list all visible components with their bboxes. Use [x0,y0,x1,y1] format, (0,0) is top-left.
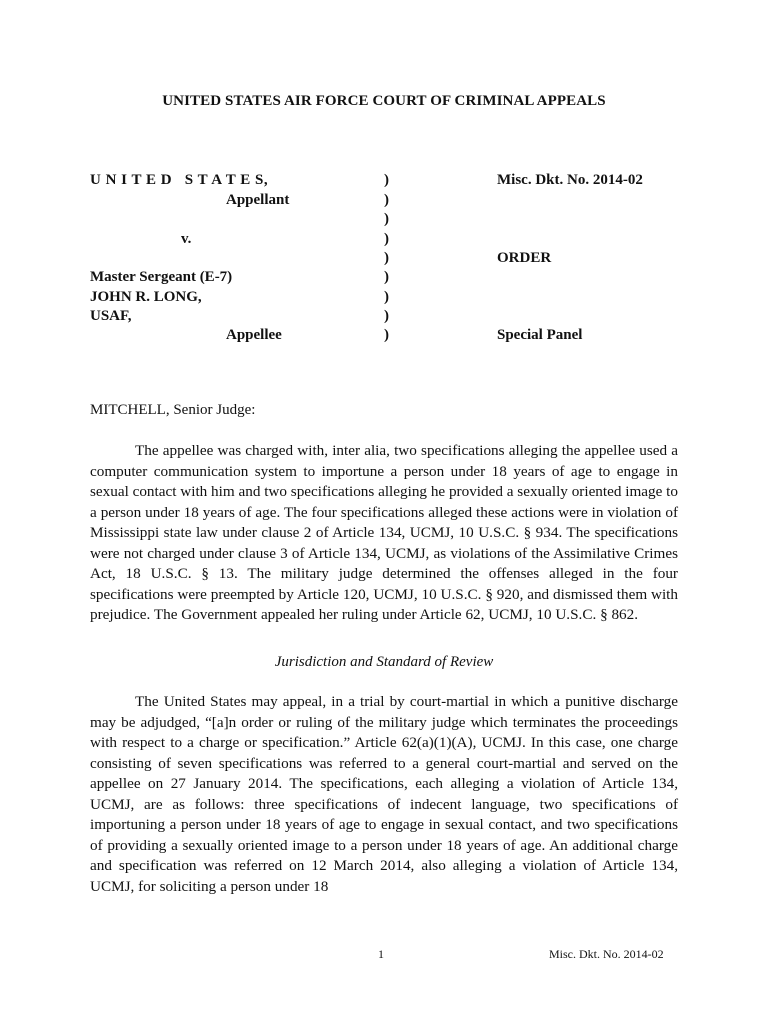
caption-paren: ) [384,250,389,266]
caption-paren: ) [384,231,389,247]
defendant-name: JOHN R. LONG, [90,289,202,305]
versus-label: v. [181,231,192,247]
footer-page-number: 1 [378,947,384,961]
docket-number: Misc. Dkt. No. 2014-02 [497,172,643,188]
caption-paren: ) [384,327,389,343]
paragraph-1: The appellee was charged with, inter alia, two specifications alleging the appellee used a computer communication system to importune a person under 18 years of age to engage in sexual contact with him and two specifications alleging he provided a sexually oriented image to a person under 18 years of age. The four specifications alleged these actions were in violation of Mississippi state law under clause 2 of Article 134, UCMJ, 10 U.S.C. § 934. The specifications were not charged under clause 3 of Article 134, UCMJ, as violations of the Assimilative Crimes Act, 18 U.S.C. § 13. The military judge determined the offenses alleged in the four specifications were preempted by Article 120, UCMJ, 10 U.S.C. § 920, and dismissed them with prejudice. The Government appealed her ruling under Article 62, UCMJ, 10 U.S.C. § 862. [90,442,678,623]
plaintiff-role: Appellant [226,192,290,208]
caption-paren: ) [384,192,389,208]
defendant-service: USAF, [90,308,132,324]
caption-paren: ) [384,269,389,285]
defendant-rank: Master Sergeant (E-7) [90,269,233,285]
caption-paren: ) [384,211,389,227]
footer-docket: Misc. Dkt. No. 2014-02 [549,947,664,961]
plaintiff-name: U N I T E D S T A T E S, [90,172,269,188]
panel-label: Special Panel [497,327,583,343]
caption-paren: ) [384,289,389,305]
judge-line: MITCHELL, Senior Judge: [90,402,256,418]
caption-paren: ) [384,308,389,324]
caption-paren: ) [384,172,389,188]
court-title: UNITED STATES AIR FORCE COURT OF CRIMINAL APPEALS [162,93,606,109]
order-label: ORDER [497,250,552,266]
defendant-role: Appellee [226,327,282,343]
paragraph-2: The United States may appeal, in a trial by court-martial in which a punitive discharge may be adjudged, “[a]n order or ruling of the military judge which terminates the proceedings with respect to a charge or specification.” Article 62(a)(1)(A), UCMJ. In this case, one charge consisting of seven specifications was referred to a general court-martial and served on the appellee on 27 January 2014. The specifications, each alleging a violation of Article 134, UCMJ, are as follows: three specifications of indecent language, two specifications of importuning a person under 18 years of age to engage in sexual contact, and two specifications of providing a sexually oriented image to a person under 18 years of age. An additional charge and specification was referred on 12 March 2014, also alleging a violation of Article 134, UCMJ, for soliciting a person under 18 [90,693,678,895]
section-heading: Jurisdiction and Standard of Review [274,654,494,670]
